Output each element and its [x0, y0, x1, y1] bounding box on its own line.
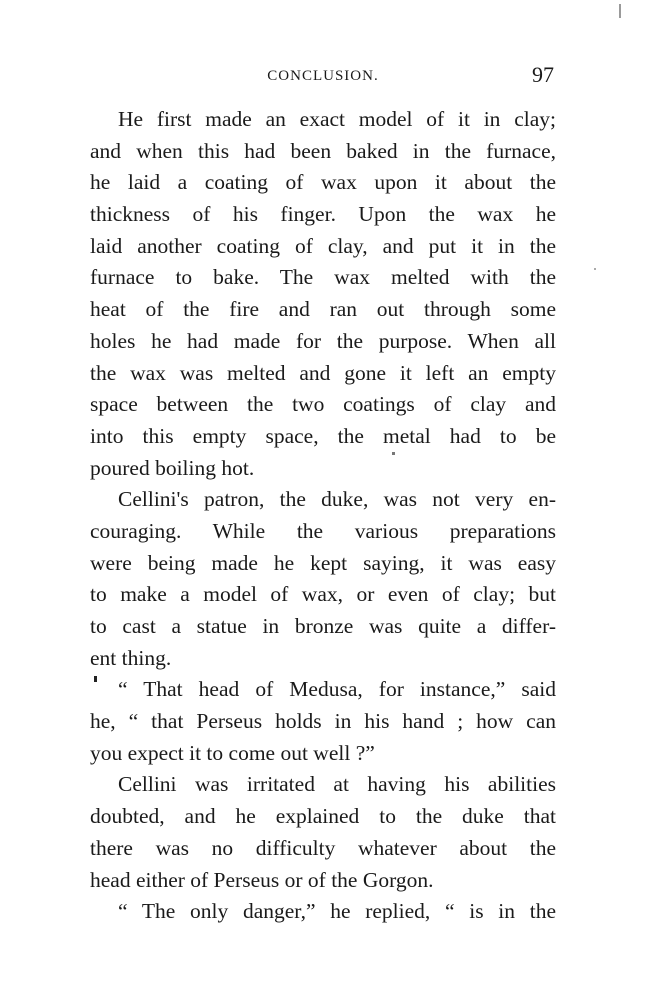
text-line: holes he had made for the purpose. When all — [90, 328, 556, 353]
text-line: “ That head of Medusa, for instance,” said — [118, 677, 556, 702]
text-line: poured boiling hot. — [90, 455, 255, 480]
text-line: head either of Perseus or of the Gorgon. — [90, 867, 434, 892]
text-line: doubted, and he explained to the duke that — [90, 804, 556, 829]
text-line: were being made he kept saying, it was easy — [90, 550, 556, 575]
text-line: to cast a statue in bronze was quite a differ- — [90, 614, 556, 638]
text-line: laid another coating of clay, and put it in the — [90, 233, 556, 258]
text-line: heat of the fire and ran out through some — [90, 297, 556, 322]
text-line: thickness of his finger. Upon the wax he — [90, 202, 556, 227]
text-line: Cellini was irritated at having his abilities — [118, 772, 556, 797]
text-line: ent thing. — [90, 645, 172, 670]
scan-speck — [392, 452, 395, 455]
scan-speck — [594, 268, 596, 270]
scan-speck — [94, 676, 97, 682]
text-line: he laid a coating of wax upon it about the — [90, 170, 556, 195]
text-line: furnace to bake. The wax melted with the — [90, 265, 556, 290]
page-number: 97 — [532, 62, 554, 87]
text-line: space between the two coatings of clay and — [90, 392, 556, 417]
scan-speck — [619, 4, 621, 18]
text-line: to make a model of wax, or even of clay; but — [90, 582, 556, 607]
text-line: the wax was melted and gone it left an empty — [90, 360, 556, 385]
text-line: couraging. While the various preparations — [90, 518, 556, 543]
text-line: He first made an exact model of it in clay; — [118, 107, 556, 131]
text-line: and when this had been baked in the furnace, — [90, 138, 556, 163]
running-title: CONCLUSION. — [267, 68, 379, 84]
text-line: “ The only danger,” he replied, “ is in the — [118, 899, 556, 924]
body-text — [90, 104, 556, 928]
text-line: Cellini's patron, the duke, was not very en- — [118, 487, 556, 512]
text-line: there was no difficulty whatever about the — [90, 835, 556, 860]
text-line: into this empty space, the metal had to be — [90, 423, 556, 448]
running-head — [90, 62, 556, 92]
text-line: he, “ that Perseus holds in his hand ; how can — [90, 709, 556, 734]
text-line: you expect it to come out well ?” — [90, 740, 375, 765]
